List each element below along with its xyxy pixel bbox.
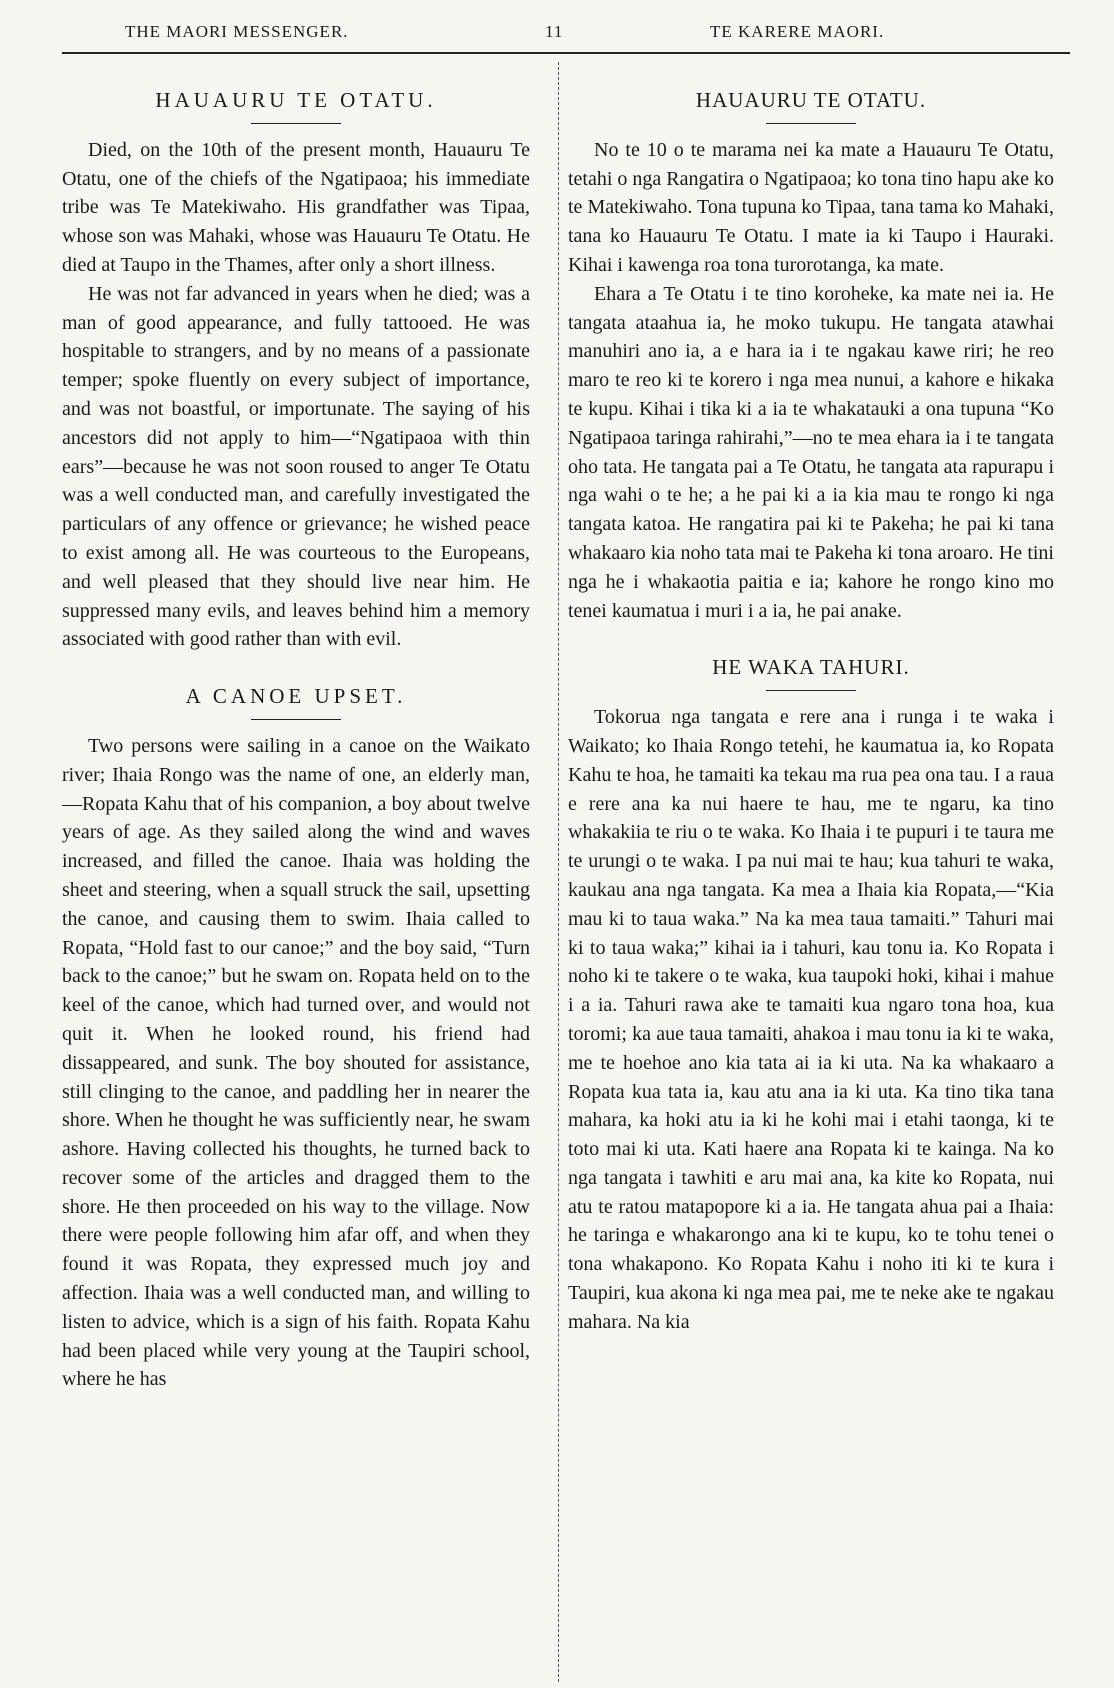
english-obituary-paragraph-1: Died, on the 10th of the present month, Hauauru Te Otatu, one of the chiefs of the Ngatipaoa; his immediate tribe was Te Matekiwaho. His grandfather was Tipaa, whose son was Mahaki, whose was Hauauru Te Otatu. He died at Taupo in the Thames, after only a short illness.	[62, 138, 530, 276]
title-rule	[766, 690, 856, 691]
title-rule	[251, 123, 341, 124]
maori-obituary-paragraph-1: No te 10 o te marama nei ka mate a Hauauru Te Otatu, tetahi o nga Rangatira o Ngatipaoa; ko tona tino hapu ake ko te Matekiwaho. Tona tupuna ko Tipaa, tana tama ko Mahaki, tana ko Hauauru Te Otatu. I mate ia ki Taupo i Hauraki. Kihai i kawenga roa tona turorotanga, ka mate.	[568, 138, 1054, 276]
title-rule	[251, 719, 341, 720]
english-column	[62, 56, 530, 1394]
maori-obituary-paragraph-2: Ehara a Te Otatu i te tino koroheke, ka mate nei ia. He tangata ataahua ia, he moko tukupu. He tangata atawhai manuhiri ano ia, a e hara ia i te ngakau kawe riri; he reo maro te reo ki te korero i nga mea nunui, a kahore e hikaka te kupu. Kihai i tika ki a ia te whakatauki a ona tupuna “Ko Ngatipaoa taringa rahirahi,”—no te mea ehara ia i te tangata oho tata. He tangata pai a Te Otatu, he tangata ata rapurapu i nga wahi o te he; a he pai ki a ia kia mau te rongo ki nga tangata katoa. He rangatira pai ki te Pakeha; he pai ki tana whakaaro kia noho tata mai te Pakeha ki tona aroaro. He tini nga he i whakaotia paitia e ia; kahore he rongo kino mo tenei kaumatua i muri i a ia, he pai anake.	[568, 282, 1054, 622]
column-divider	[558, 62, 559, 1682]
header-rule	[62, 52, 1070, 54]
maori-canoe-paragraph-1: Tokorua nga tangata e rere ana i runga i te waka i Waikato; ko Ihaia Rongo tetehi, he kaumatua ia, ko Ropata Kahu te hoa, he tamaiti ka tekau ma rua pea ona tau. I a raua e rere ana ka nui haere te hau, me te ngaru, ka tino whakakiia te riu o te waka. Ko Ihaia i te pupuri i te taura me te urungi o te waka. I pa nui mai te hau; kua tahuri te waka, kaukau ana nga tangata. Ka mea a Ihaia kia Ropata,—“Kia mau ki to taua waka.” Na ka mea taua tamaiti.” Tahuri mai ki to taua waka;” kihai ia i tahuri, kau tonu ia. Ko Ropata i noho ki te takere o te waka, kua taupoki hoki, kihai i mahue i a ia. Tahuri rawa ake te tamaiti kua ngaro tona hoa, kua toromi; ka aue taua tamaiti, ahakoa i mau tonu ia ki te waka, me te hoehoe ano kia tata ai ia ki uta. Na ka whakaaro a Ropata kua tata ia, kau atu ana ia ki uta. Ka tino tika tana mahara, ka hoki atu ia ki he kohi mai i etahi taonga, ki te toto mai ki uta. Kati haere ana Ropata ki te kainga. Na ko nga tangata i tawhiti e aru mai ana, ka kite ko Ropata, nui atu te ratou matapopore ki a ia. He tangata ahua pai a Ihaia: he taringa e whakarongo ana ki te kupu, ko te tohu tenei o tona whakapono. Ko Ropata Kahu i noho iti ki te kura i Taupiri, kua akona ki nga mea pai, me te neke ake te ngakau mahara. Na kia	[568, 706, 1054, 1333]
masthead-english: THE MAORI MESSENGER.	[125, 22, 349, 41]
maori-canoe-article	[568, 653, 1054, 1336]
maori-column	[568, 56, 1054, 1337]
title-rule	[766, 123, 856, 124]
masthead-maori: TE KARERE MAORI.	[710, 22, 885, 41]
english-obituary-article	[62, 86, 530, 654]
page-number: 11	[545, 22, 564, 41]
page-header	[60, 22, 1070, 52]
maori-obituary-article	[568, 86, 1054, 625]
maori-obituary-title: HAUAURU TE OTATU.	[695, 88, 927, 112]
english-canoe-paragraph-1: Two persons were sailing in a canoe on the Waikato river; Ihaia Rongo was the name of one, an elderly man,—Ropata Kahu that of his companion, a boy about twelve years of age. As they sailed along the wind and waves increased, and filled the canoe. Ihaia was holding the sheet and steering, when a squall struck the sail, upsetting the canoe, and causing them to swim. Ihaia called to Ropata, “Hold fast to our canoe;” and the boy said, “Turn back to the canoe;” but he swam on. Ropata held on to the keel of the canoe, which had turned over, and would not quit it. When he looked round, his friend had dissappeared, and sunk. The boy shouted for assistance, still clinging to the canoe, and paddling her in nearer the shore. When he thought he was sufficiently near, he swam ashore. Having collected his thoughts, he turned back to recover some of the articles and dragged them to the shore. He then proceeded on his way to the village. Now there were people following him afar off, and when they found it was Ropata, they expressed much joy and affection. Ihaia was a well conducted man, and willing to listen to advice, which is a sign of his faith. Ropata Kahu had been placed while very young at the Taupiri school, where he has	[62, 734, 530, 1391]
english-obituary-paragraph-2: He was not far advanced in years when he died; was a man of good appearance, and fully tattooed. He was hospitable to strangers, and by no means of a passionate temper; spoke fluently on every subject of importance, and was not boastful, or importunate. The saying of his ancestors did not apply to him—“Ngatipaoa with thin ears”—because he was not soon roused to anger Te Otatu was a well conducted man, and carefully investigated the particulars of any offence or grievance; he wished peace to exist among all. He was courteous to the Europeans, and well pleased that they should live near him. He suppressed many evils, and leaves behind him a memory associated with good rather than with evil.	[62, 282, 530, 651]
english-obituary-title: HAUAURU TE OTATU.	[155, 88, 437, 112]
maori-canoe-title: HE WAKA TAHURI.	[712, 655, 910, 680]
english-canoe-article	[62, 682, 530, 1394]
english-canoe-title: A CANOE UPSET.	[185, 684, 407, 709]
